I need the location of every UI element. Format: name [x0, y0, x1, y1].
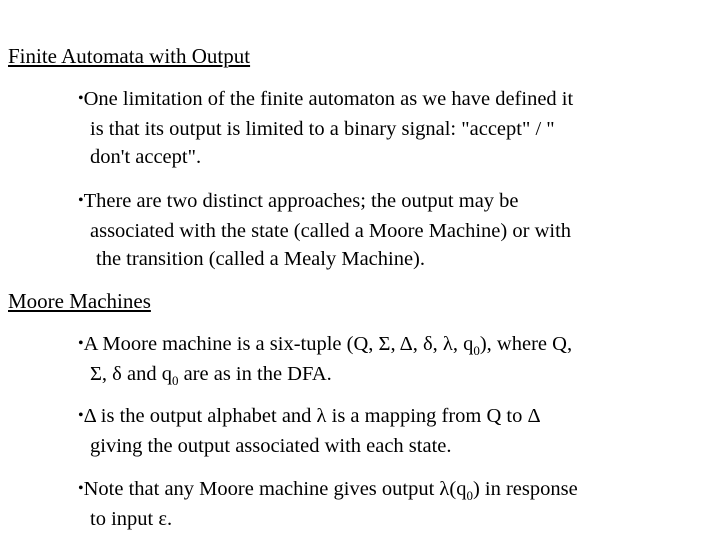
subscript: 0	[473, 343, 480, 359]
bullet-dot-icon: •	[78, 192, 84, 209]
bullet-text: associated with the state (called a Moore Machine) or with	[90, 220, 572, 242]
subscript: 0	[171, 373, 179, 389]
bullet-line	[78, 330, 572, 360]
subscript: 0	[466, 488, 473, 504]
bullet-text: ), where Q,	[479, 333, 573, 355]
bullet-line	[78, 85, 573, 115]
bullet-dot-icon: •	[78, 335, 84, 352]
bullet-text: Δ is the output alphabet and λ is a mapping from Q to Δ	[83, 405, 541, 427]
bullet-text: don't accept".	[90, 146, 202, 168]
bullet-moore-output-note	[78, 475, 578, 533]
bullet-dot-icon: •	[78, 90, 84, 107]
section-heading-moore-machines: Moore Machines	[8, 289, 151, 313]
bullet-line	[90, 360, 572, 388]
bullet-limitation	[78, 85, 573, 171]
section-heading-finite-automata: Finite Automata with Output	[8, 44, 251, 68]
bullet-text: are as in the DFA.	[178, 363, 332, 385]
bullet-line	[78, 402, 541, 432]
bullet-line	[78, 187, 571, 217]
bullet-line	[78, 475, 578, 505]
bullet-output-alphabet	[78, 402, 541, 460]
bullet-text: Note that any Moore machine gives output λ(q	[83, 478, 467, 500]
bullet-text: giving the output associated with each state.	[90, 435, 452, 457]
bullet-six-tuple	[78, 330, 572, 388]
bullet-text: ) in response	[472, 478, 578, 500]
bullet-text: A Moore machine is a six-tuple (Q, Σ, Δ, δ, λ, q	[83, 333, 474, 355]
bullet-text: Σ, δ and q	[90, 363, 172, 385]
bullet-dot-icon: •	[78, 407, 84, 424]
bullet-text: is that its output is limited to a binary signal: "accept" / "	[90, 118, 555, 140]
bullet-text: There are two distinct approaches; the output may be	[83, 190, 519, 212]
bullet-text: One limitation of the finite automaton as we have defined it	[83, 88, 574, 110]
bullet-approaches	[78, 187, 571, 273]
bullet-dot-icon: •	[78, 480, 84, 497]
bullet-text: the transition (called a Mealy Machine).	[96, 248, 426, 270]
bullet-text: to input ε.	[90, 508, 173, 530]
